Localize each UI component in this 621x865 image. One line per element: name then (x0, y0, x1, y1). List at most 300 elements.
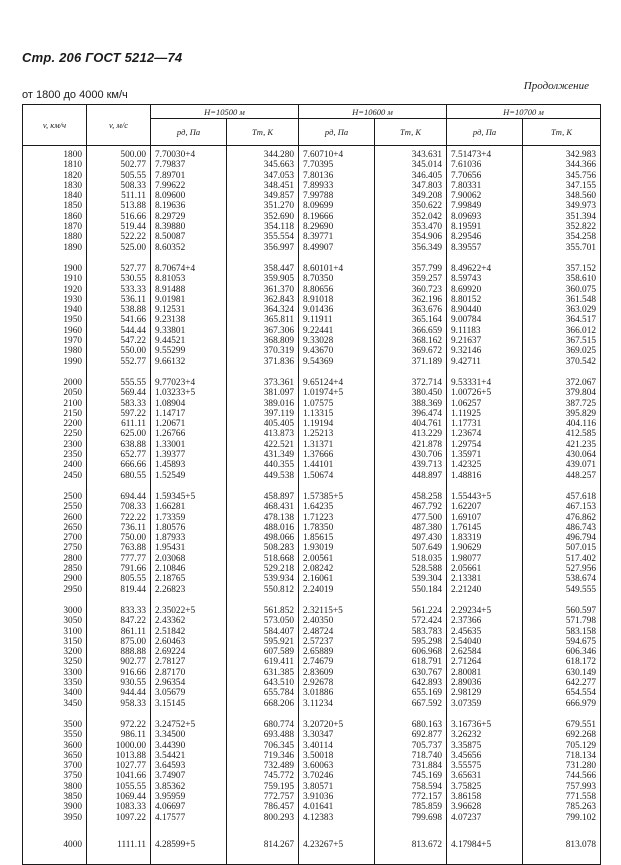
table-cell-t2 (375, 602, 447, 716)
table-value: 572.424 (379, 616, 442, 626)
table-value: 680.163 (379, 720, 442, 730)
table-value: 448.257 (527, 471, 596, 481)
table-cell-p3 (447, 260, 523, 374)
table-cell-v-kmh (23, 488, 87, 602)
table-value: 561.852 (231, 606, 294, 616)
table-value: 916.66 (91, 668, 146, 678)
table-value: 2050 (27, 388, 82, 398)
table-value: 972.22 (91, 720, 146, 730)
table-value: 350.622 (379, 201, 442, 211)
table-value: 2300 (27, 440, 82, 450)
table-value: 1.64235 (303, 502, 370, 512)
table-value: 680.55 (91, 471, 146, 481)
table-value: 7.51473+4 (451, 150, 518, 160)
table-value: 861.11 (91, 627, 146, 637)
table-value: 8.70350 (303, 274, 370, 284)
table-value: 594.675 (527, 637, 596, 647)
table-value: 395.829 (527, 409, 596, 419)
table-value: 527.956 (527, 564, 596, 574)
table-value: 8.91488 (155, 285, 222, 295)
table-value: 372.714 (379, 378, 442, 388)
table-value: 597.22 (91, 409, 146, 419)
table-value: 533.33 (91, 285, 146, 295)
table-value: 785.859 (379, 802, 442, 812)
table-value: 379.804 (527, 388, 596, 398)
table-cell-t2 (375, 488, 447, 602)
table-value: 2.74679 (303, 657, 370, 667)
table-value: 744.566 (527, 771, 596, 781)
table-value: 718.134 (527, 751, 596, 761)
table-value: 630.767 (379, 668, 442, 678)
table-value: 2450 (27, 471, 82, 481)
table-value: 7.70030+4 (155, 150, 222, 160)
table-value: 355.554 (231, 232, 294, 242)
col-header-v-kmh: v, км/ч (23, 105, 87, 146)
table-value: 342.983 (527, 150, 596, 160)
table-cell-t3 (523, 146, 601, 261)
table-value: 3450 (27, 699, 82, 709)
table-value: 2500 (27, 492, 82, 502)
table-value: 4.17577 (155, 813, 222, 823)
table-value: 643.510 (231, 678, 294, 688)
table-cell-t1 (227, 716, 299, 830)
table-value: 518.035 (379, 554, 442, 564)
table-value: 3.50018 (303, 751, 370, 761)
table-value: 3.05679 (155, 688, 222, 698)
table-value: 529.218 (231, 564, 294, 574)
table-cell-t3 (523, 260, 601, 374)
table-value: 2.62584 (451, 647, 518, 657)
table-value: 539.304 (379, 574, 442, 584)
table-value: 505.55 (91, 171, 146, 181)
table-cell-v-ms (87, 830, 151, 865)
table-value: 3350 (27, 678, 82, 688)
table-value: 772.157 (379, 792, 442, 802)
table-value: 9.23138 (155, 315, 222, 325)
table-value: 595.921 (231, 637, 294, 647)
table-value: 7.89933 (303, 181, 370, 191)
table-value: 759.195 (231, 782, 294, 792)
table-value: 1.39377 (155, 450, 222, 460)
table-value: 496.794 (527, 533, 596, 543)
table-cell-p2 (299, 374, 375, 488)
table-row-group (23, 602, 601, 716)
table-value: 8.90440 (451, 305, 518, 315)
table-value: 360.075 (527, 285, 596, 295)
table-value: 771.558 (527, 792, 596, 802)
table-cell-t1 (227, 488, 299, 602)
table-value: 1.03233+5 (155, 388, 222, 398)
table-value: 530.55 (91, 274, 146, 284)
table-value: 356.349 (379, 243, 442, 253)
table-value: 1.66281 (155, 502, 222, 512)
table-value: 1810 (27, 160, 82, 170)
table-value: 2000 (27, 378, 82, 388)
table-cell-t1 (227, 260, 299, 374)
table-value: 388.369 (379, 399, 442, 409)
table-value: 799.102 (527, 813, 596, 823)
table-cell-t2 (375, 260, 447, 374)
table-value: 352.042 (379, 212, 442, 222)
table-value: 389.016 (231, 399, 294, 409)
table-value: 8.09693 (451, 212, 518, 222)
table-value: 536.11 (91, 295, 146, 305)
table-value: 3650 (27, 751, 82, 761)
table-value: 805.55 (91, 574, 146, 584)
table-value: 7.99849 (451, 201, 518, 211)
table-value: 847.22 (91, 616, 146, 626)
table-value: 9.66132 (155, 357, 222, 367)
table-value: 1.25213 (303, 429, 370, 439)
table-value: 9.54369 (303, 357, 370, 367)
table-value: 3.54421 (155, 751, 222, 761)
table-value: 351.394 (527, 212, 596, 222)
table-value: 3900 (27, 802, 82, 812)
table-value: 2.37366 (451, 616, 518, 626)
table-value: 430.064 (527, 450, 596, 460)
table-value: 354.258 (527, 232, 596, 242)
table-value: 368.809 (231, 336, 294, 346)
table-value: 618.172 (527, 657, 596, 667)
table-value: 467.153 (527, 502, 596, 512)
table-value: 2.51842 (155, 627, 222, 637)
col-header-t-2: Tт, К (375, 119, 447, 146)
table-value: 507.015 (527, 543, 596, 553)
table-value: 606.968 (379, 647, 442, 657)
table-value: 346.405 (379, 171, 442, 181)
table-value: 348.451 (231, 181, 294, 191)
table-value: 3.70246 (303, 771, 370, 781)
table-value: 348.560 (527, 191, 596, 201)
table-value: 3.15145 (155, 699, 222, 709)
table-value: 8.39771 (303, 232, 370, 242)
table-value: 2.60463 (155, 637, 222, 647)
table-value: 618.791 (379, 657, 442, 667)
table-value: 2.32115+5 (303, 606, 370, 616)
table-value: 349.857 (231, 191, 294, 201)
table-value: 679.551 (527, 720, 596, 730)
table-value: 3.96628 (451, 802, 518, 812)
table-value: 497.430 (379, 533, 442, 543)
table-value: 2.26823 (155, 585, 222, 595)
table-value: 396.474 (379, 409, 442, 419)
table-value: 1.80576 (155, 523, 222, 533)
table-value: 1.01974+5 (303, 388, 370, 398)
table-value: 345.756 (527, 171, 596, 181)
table-value: 3.34500 (155, 730, 222, 740)
table-value: 550.00 (91, 346, 146, 356)
table-value: 344.280 (231, 150, 294, 160)
table-value: 3800 (27, 782, 82, 792)
table-value: 478.138 (231, 513, 294, 523)
table-value: 757.993 (527, 782, 596, 792)
table-value: 366.659 (379, 326, 442, 336)
table-value: 2.92678 (303, 678, 370, 688)
table-value: 9.33801 (155, 326, 222, 336)
table-value: 722.22 (91, 513, 146, 523)
table-value: 347.053 (231, 171, 294, 181)
table-value: 358.610 (527, 274, 596, 284)
table-value: 353.470 (379, 222, 442, 232)
table-value: 477.500 (379, 513, 442, 523)
table-value: 3.74907 (155, 771, 222, 781)
table-value: 1.48816 (451, 471, 518, 481)
table-value: 431.349 (231, 450, 294, 460)
table-cell-t3 (523, 716, 601, 830)
table-value: 708.33 (91, 502, 146, 512)
table-value: 476.862 (527, 513, 596, 523)
table-value: 2.48724 (303, 627, 370, 637)
table-value: 528.588 (379, 564, 442, 574)
table-value: 8.69920 (451, 285, 518, 295)
table-value: 8.39557 (451, 243, 518, 253)
table-value: 1970 (27, 336, 82, 346)
table-value: 2200 (27, 419, 82, 429)
table-value: 9.22441 (303, 326, 370, 336)
table-cell-v-kmh (23, 602, 87, 716)
table-value: 3.40114 (303, 741, 370, 751)
table-value: 1111.11 (91, 840, 146, 850)
table-value: 1.78350 (303, 523, 370, 533)
table-value: 1.20671 (155, 419, 222, 429)
table-value: 359.905 (231, 274, 294, 284)
col-header-height-2: H=10600 м (299, 105, 447, 119)
table-value: 786.457 (231, 802, 294, 812)
table-value: 958.33 (91, 699, 146, 709)
table-value: 736.11 (91, 523, 146, 533)
table-value: 387.725 (527, 399, 596, 409)
table-cell-v-kmh (23, 146, 87, 261)
table-value: 2650 (27, 523, 82, 533)
table-value: 3850 (27, 792, 82, 802)
table-value: 4.01641 (303, 802, 370, 812)
table-value: 345.663 (231, 160, 294, 170)
table-value: 1940 (27, 305, 82, 315)
table-value: 507.649 (379, 543, 442, 553)
table-value: 1.42325 (451, 460, 518, 470)
table-value: 421.878 (379, 440, 442, 450)
table-value: 355.701 (527, 243, 596, 253)
table-value: 1055.55 (91, 782, 146, 792)
table-value: 3700 (27, 761, 82, 771)
table-value: 344.366 (527, 160, 596, 170)
table-value: 7.70656 (451, 171, 518, 181)
table-value: 1880 (27, 232, 82, 242)
table-value: 705.737 (379, 741, 442, 751)
table-value: 2.03068 (155, 554, 222, 564)
table-value: 3.44390 (155, 741, 222, 751)
table-value: 561.224 (379, 606, 442, 616)
table-value: 1820 (27, 171, 82, 181)
table-value: 8.09699 (303, 201, 370, 211)
speed-range-label: от 1800 до 4000 км/ч (22, 89, 128, 101)
table-value: 813.672 (379, 840, 442, 850)
table-value: 2.69224 (155, 647, 222, 657)
table-value: 2.43362 (155, 616, 222, 626)
table-value: 2.13381 (451, 574, 518, 584)
table-value: 1.26766 (155, 429, 222, 439)
table-value: 538.88 (91, 305, 146, 315)
table-value: 3.91036 (303, 792, 370, 802)
table-value: 1860 (27, 212, 82, 222)
table-value: 1.50674 (303, 471, 370, 481)
table-value: 525.00 (91, 243, 146, 253)
table-cell-p3 (447, 374, 523, 488)
table-value: 583.783 (379, 627, 442, 637)
table-value: 944.44 (91, 688, 146, 698)
table-value: 692.877 (379, 730, 442, 740)
table-value: 1.35971 (451, 450, 518, 460)
table-value: 2.65889 (303, 647, 370, 657)
table-cell-p2 (299, 830, 375, 865)
table-value: 364.517 (527, 315, 596, 325)
table-value: 2.05661 (451, 564, 518, 574)
table-value: 731.280 (527, 761, 596, 771)
table-cell-p1 (151, 374, 227, 488)
table-value: 2.98129 (451, 688, 518, 698)
table-value: 351.270 (231, 201, 294, 211)
table-value: 371.836 (231, 357, 294, 367)
col-header-p-2: pд, Па (299, 119, 375, 146)
table-value: 360.723 (379, 285, 442, 295)
table-value: 569.44 (91, 388, 146, 398)
table-cell-p3 (447, 602, 523, 716)
table-value: 1.71223 (303, 513, 370, 523)
table-value: 800.293 (231, 813, 294, 823)
table-value: 1013.88 (91, 751, 146, 761)
table-value: 544.44 (91, 326, 146, 336)
table-value: 9.11183 (451, 326, 518, 336)
table-value: 9.33028 (303, 336, 370, 346)
table-value: 2.00561 (303, 554, 370, 564)
table-row-group (23, 260, 601, 374)
table-value: 370.542 (527, 357, 596, 367)
table-value: 2800 (27, 554, 82, 564)
table-value: 439.713 (379, 460, 442, 470)
table-value: 370.319 (231, 346, 294, 356)
table-value: 2.35022+5 (155, 606, 222, 616)
table-value: 583.33 (91, 399, 146, 409)
table-value: 467.792 (379, 502, 442, 512)
table-value: 3150 (27, 637, 82, 647)
table-cell-v-ms (87, 602, 151, 716)
table-cell-v-kmh (23, 260, 87, 374)
table-value: 458.258 (379, 492, 442, 502)
table-value: 2.57237 (303, 637, 370, 647)
table-value: 513.88 (91, 201, 146, 211)
table-value: 607.589 (231, 647, 294, 657)
table-cell-p1 (151, 260, 227, 374)
table-value: 763.88 (91, 543, 146, 553)
table-value: 397.119 (231, 409, 294, 419)
table-value: 2850 (27, 564, 82, 574)
table-value: 2.87170 (155, 668, 222, 678)
table-value: 2.40350 (303, 616, 370, 626)
table-value: 692.268 (527, 730, 596, 740)
table-value: 2.80081 (451, 668, 518, 678)
table-cell-t3 (523, 602, 601, 716)
col-header-v-ms: v, м/с (87, 105, 151, 146)
table-value: 2950 (27, 585, 82, 595)
col-header-p-1: pд, Па (151, 119, 227, 146)
table-value: 412.585 (527, 429, 596, 439)
table-value: 3.11234 (303, 699, 370, 709)
table-value: 549.555 (527, 585, 596, 595)
table-value: 668.206 (231, 699, 294, 709)
table-value: 1.83319 (451, 533, 518, 543)
table-value: 354.118 (231, 222, 294, 232)
table-value: 522.22 (91, 232, 146, 242)
col-header-t-1: Tт, К (227, 119, 299, 146)
table-value: 352.822 (527, 222, 596, 232)
table-value: 3050 (27, 616, 82, 626)
table-value: 654.554 (527, 688, 596, 698)
table-value: 508.283 (231, 543, 294, 553)
table-cell-v-ms (87, 374, 151, 488)
table-value: 3.65631 (451, 771, 518, 781)
table-value: 3250 (27, 657, 82, 667)
table-value: 1900 (27, 264, 82, 274)
table-value: 368.162 (379, 336, 442, 346)
table-value: 3.80571 (303, 782, 370, 792)
table-value: 1.52549 (155, 471, 222, 481)
table-cell-v-ms (87, 488, 151, 602)
table-value: 8.09600 (155, 191, 222, 201)
table-cell-p1 (151, 146, 227, 261)
table-value: 1930 (27, 295, 82, 305)
table-value: 1.17731 (451, 419, 518, 429)
table-value: 366.012 (527, 326, 596, 336)
table-value: 357.152 (527, 264, 596, 274)
table-cell-v-kmh (23, 374, 87, 488)
table-value: 345.014 (379, 160, 442, 170)
table-value: 1.44101 (303, 460, 370, 470)
table-cell-p1 (151, 602, 227, 716)
table-value: 777.77 (91, 554, 146, 564)
table-value: 8.60352 (155, 243, 222, 253)
table-value: 3550 (27, 730, 82, 740)
table-value: 3500 (27, 720, 82, 730)
table-value: 694.44 (91, 492, 146, 502)
table-value: 3300 (27, 668, 82, 678)
table-value: 693.488 (231, 730, 294, 740)
table-value: 9.12531 (155, 305, 222, 315)
table-value: 2.08242 (303, 564, 370, 574)
table-value: 785.263 (527, 802, 596, 812)
table-cell-v-ms (87, 146, 151, 261)
table-value: 583.158 (527, 627, 596, 637)
table-value: 8.29690 (303, 222, 370, 232)
table-value: 9.77023+4 (155, 378, 222, 388)
table-value: 1960 (27, 326, 82, 336)
table-value: 555.55 (91, 378, 146, 388)
table-value: 3000 (27, 606, 82, 616)
table-row-group (23, 830, 601, 865)
table-value: 3.24752+5 (155, 720, 222, 730)
table-value: 468.431 (231, 502, 294, 512)
table-value: 8.29729 (155, 212, 222, 222)
table-value: 365.164 (379, 315, 442, 325)
table-value: 380.450 (379, 388, 442, 398)
table-value: 421.235 (527, 440, 596, 450)
table-value: 772.757 (231, 792, 294, 802)
table-cell-p1 (151, 488, 227, 602)
table-value: 347.155 (527, 181, 596, 191)
table-value: 9.43670 (303, 346, 370, 356)
table-value: 354.906 (379, 232, 442, 242)
table-value: 1.76145 (451, 523, 518, 533)
table-value: 1027.77 (91, 761, 146, 771)
